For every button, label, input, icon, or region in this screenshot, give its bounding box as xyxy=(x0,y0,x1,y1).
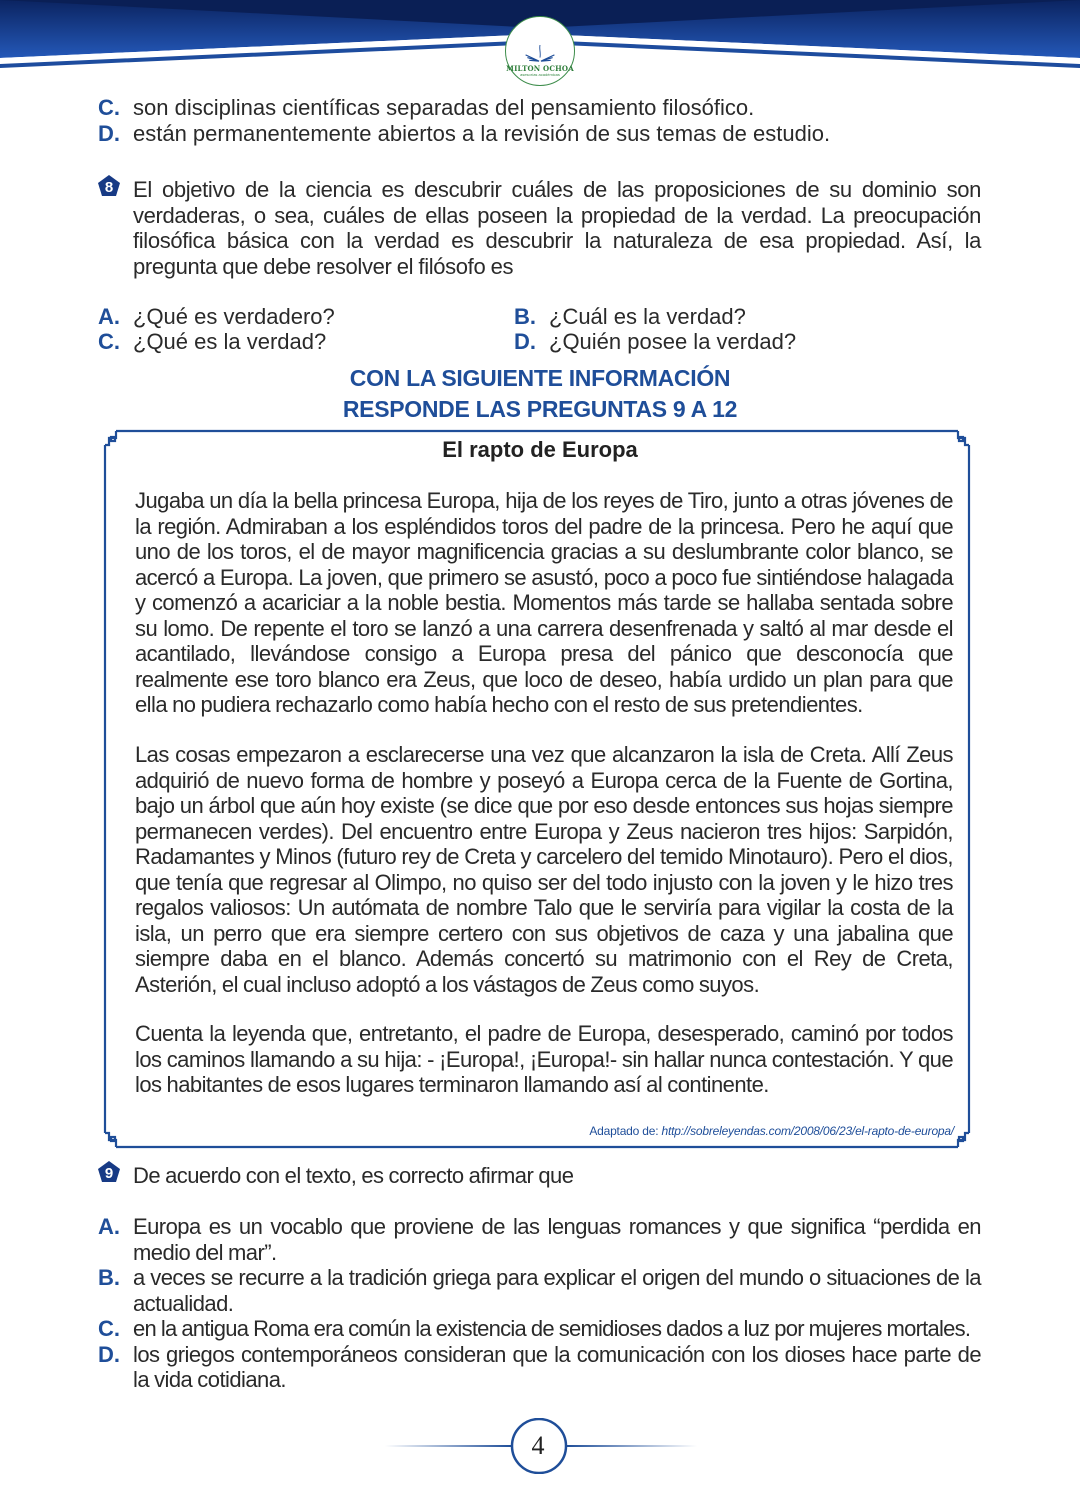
option-text: en la antigua Roma era común la existencia de semidioses dados a luz por mujeres mortales. xyxy=(133,1316,971,1341)
reading-paragraph-1: Jugaba un día la bella princesa Europa, hija de los reyes de Tiro, junto a otras jóvenes de la región. Admiraban a los espléndidos toros del padre de la princesa. Pero he aquí que uno de los toros, el de mayor magnificencia gracias a su deslumbrante color blanco, se acercó a Europa. La joven, que primero se asustó, poco a poco fue sintiéndose halagada y comenzó a acariciar a la noble bestia. Momentos más tarde se hallaba sentada sobre su lomo. De repente el toro se lanzó a una carrera desenfrenada y saltó al mar desde el acantilado, llevándose consigo a Europa presa del pánico que desconocía que realmente ese toro blanco era Zeus, que loco de deseo, había urdido un plan para que ella no pudiera rechazarlo como había hecho con el resto de sus pretendientes. xyxy=(135,488,953,717)
option-text: ¿Cuál es la verdad? xyxy=(549,304,746,329)
option-letter: D. xyxy=(514,329,536,354)
option-text: ¿Qué es verdadero? xyxy=(133,304,335,329)
option-text: Europa es un vocablo que proviene de las lenguas romances y que significa “perdida en medio del mar”. xyxy=(133,1214,981,1265)
section-heading-line2: RESPONDE LAS PREGUNTAS 9 A 12 xyxy=(342,396,738,422)
svg-text:9: 9 xyxy=(104,1165,114,1182)
option-letter: A. xyxy=(98,1214,120,1239)
reading-paragraph-3: Cuenta la leyenda que, entretanto, el padre de Europa, desesperado, caminó por todos los caminos llamando a su hija: - ¡Europa!, ¡Europa!- sin hallar nunca contestación. Y que los habitantes de esos lugares terminaron llamando así al continente. xyxy=(135,1021,953,1097)
option-letter: A. xyxy=(98,304,120,329)
option-letter: D. xyxy=(98,1341,120,1367)
pentagon-badge-icon xyxy=(97,1160,121,1184)
source-label: Adaptado de: xyxy=(589,1124,659,1138)
option-letter: C. xyxy=(98,95,120,120)
q8-stem: El objetivo de la ciencia es descubrir cuáles de las proposiciones de su dominio son verdaderas, o sea, cuáles de ellas poseen la propiedad de la verdad. La preocupación filosófica básica con la verdad es descubrir la naturaleza de esa propiedad. Así, la pregunta que debe resolver el filósofo es xyxy=(133,177,981,279)
reading-paragraph-2: Las cosas empezaron a esclarecerse una vez que alcanzaron la isla de Creta. Allí Zeus adquirió de nuevo forma de hombre y poseyó a Europa cerca de la Fuente de Gortina, bajo un árbol que aún hoy existe (se dice que por eso desde entonces sus hojas siempre permanecen verdes). Del encuentro entre Europa y Zeus nacieron tres hijos: Sarpidón, Radamantes y Minos (futuro rey de Creta y carcelero del temido Minotauro). Pero el dios, que tenía que regresar al Olimpo, no quiso ser del todo injusto con la joven y le hizo tres regalos valiosos: Un autómata de nombre Talo que le serviría para vigilar la costa de la isla, un perro que era siempre certero con sus objetivos de caza y una jabalina que siempre daba en el blanco. Además concertó su matrimonio con el Rey de Creta, Asterión, el cual incluso adoptó a los vástagos de Zeus como suyos. xyxy=(135,742,953,997)
question-number-badge-8 xyxy=(97,174,121,198)
svg-text:8: 8 xyxy=(104,179,114,196)
option-text: ¿Qué es la verdad? xyxy=(133,329,327,354)
option-letter: B. xyxy=(514,304,536,329)
option-text: están permanentemente abiertos a la revisión de sus temas de estudio. xyxy=(133,121,831,146)
q9-option-b xyxy=(98,1265,982,1316)
option-text: ¿Quién posee la verdad? xyxy=(549,329,797,354)
open-book-icon xyxy=(520,45,560,63)
milton-ochoa-logo xyxy=(505,16,575,86)
option-letter: C. xyxy=(98,1316,120,1341)
q9-option-c xyxy=(98,1316,982,1342)
option-text: a veces se recurre a la tradición griega para explicar el origen del mundo o situaciones de la actualidad. xyxy=(133,1265,981,1316)
option-letter: C. xyxy=(98,329,120,354)
section-heading-line1: CON LA SIGUIENTE INFORMACIÓN xyxy=(349,365,731,391)
reading-title: El rapto de Europa xyxy=(442,437,638,462)
option-text: los griegos contemporáneos consideran que la comunicación con los dioses hace parte de la vida cotidiana. xyxy=(133,1341,981,1392)
page-number: 4 xyxy=(531,1431,545,1460)
question-number-badge-9 xyxy=(97,1160,121,1184)
page-header-banner xyxy=(0,0,1080,100)
option-text: son disciplinas científicas separadas del pensamiento filosófico. xyxy=(133,95,755,120)
source-url-link[interactable]: http://sobreleyendas.com/2008/06/23/el-rapto-de-europa/ xyxy=(661,1124,954,1138)
q9-option-a xyxy=(98,1214,982,1265)
reading-source-citation xyxy=(589,1124,954,1138)
q9-stem: De acuerdo con el texto, es correcto afirmar que xyxy=(133,1163,574,1188)
q9-options-list xyxy=(98,1214,982,1393)
option-letter: D. xyxy=(98,121,120,146)
page-number-footer xyxy=(0,1418,1080,1474)
logo-name: MILTON OCHOA xyxy=(506,64,574,73)
q9-option-d xyxy=(98,1342,982,1393)
option-letter: B. xyxy=(98,1265,120,1290)
pentagon-badge-icon xyxy=(97,174,121,198)
logo-subtitle: asesorías académicas xyxy=(520,72,560,77)
